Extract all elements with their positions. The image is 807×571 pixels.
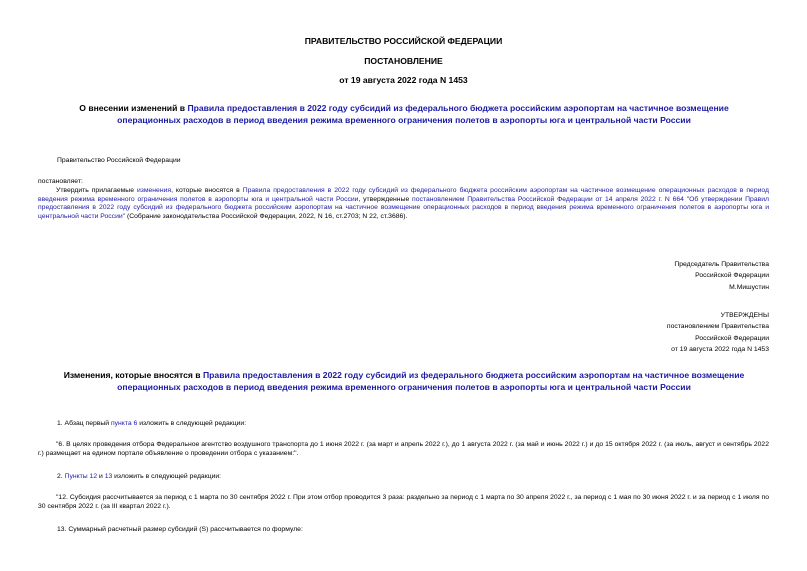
changes-rules-link[interactable]: Правила предоставления в 2022 году субсидий из федерального бюджета российским аэропортам на частичное возмещение операционных расходов в период введения режима временного ограничения полетов в аэропорты юга и центральной части России <box>117 370 745 392</box>
approved-label: УТВЕРЖДЕНЫ <box>720 312 769 319</box>
item-1-text-a: 1. Абзац первый <box>57 420 111 427</box>
rules-link-2[interactable]: Правила предоставления в 2022 году субсидий из федерального бюджета российским аэропортам на частичное возмещение операционных расходов в период введения режима временного ограничения полетов в аэропорты юга и центральной части России <box>38 187 770 203</box>
rules-link[interactable]: Правила предоставления в 2022 году субсидий из федерального бюджета российским аэропортам на частичное возмещение операционных расходов в период введения режима временного ограничения полетов в аэропорты юга и центральной части России <box>117 103 729 125</box>
decree-text-b: , которые вносятся в <box>171 187 243 194</box>
decree-text-c: , утвержденные <box>358 195 413 203</box>
header-date-number: от 19 августа 2022 года N 1453 <box>339 75 468 85</box>
government-line: Правительство Российской Федерации <box>57 157 181 164</box>
header-doc-type: ПОСТАНОВЛЕНИЕ <box>364 56 443 66</box>
resolution-664-link[interactable]: постановлением Правительства Российской Федерации от 14 апреля 2022 г. N 664 "Об утверждении Правил предоставления в 2022 году субсидий из федерального бюджета российским аэропортам на частичное возмещение операционных расходов в период введения режима временного ограничения полетов в аэропорты юга и центральной части России" <box>38 195 769 220</box>
document-title-prefix: О внесении изменений в <box>79 103 188 113</box>
decree-paragraph <box>38 187 769 221</box>
item-2-text-b: и <box>97 473 105 480</box>
item-3: 13. Суммарный расчетный размер субсидий (S) рассчитывается по формуле: <box>57 526 303 533</box>
item-2 <box>57 473 221 482</box>
decree-text-a: Утвердить прилагаемые <box>56 187 137 194</box>
signature-name: М.Мишустин <box>729 283 769 291</box>
point-6-link[interactable]: пункта 6 <box>110 420 138 427</box>
item-1-text-b: изложить в следующей редакции: <box>137 420 247 427</box>
approved-date: от 19 августа 2022 года N 1453 <box>671 346 769 354</box>
signature-country: Российской Федерации <box>695 272 769 280</box>
changes-title <box>54 370 754 393</box>
item-2-quote: "12. Субсидия рассчитывается за период с 1 марта по 30 сентября 2022 г. При этом отбор проводится 3 раза: раздельно за период с 1 марта по 30 апреля 2022 г., за период с 1 мая по 30 июня 2022 г. и за период с 1 июля по 30 сентября 2022 г. (за III квартал 2022 г.). <box>38 494 769 510</box>
changes-link[interactable]: изменения <box>136 187 172 194</box>
approved-block <box>667 310 769 356</box>
item-1 <box>57 420 246 429</box>
signature-position: Председатель Правительства <box>674 261 769 268</box>
header-government: ПРАВИТЕЛЬСТВО РОССИЙСКОЙ ФЕДЕРАЦИИ <box>304 36 503 46</box>
signature-block <box>674 259 769 293</box>
changes-title-prefix: Изменения, которые вносятся в <box>63 370 203 380</box>
item-2-text-c: изложить в следующей редакции: <box>112 473 222 480</box>
decree-text-d: (Собрание законодательства Российской Федерации, 2022, N 16, ст.2703; N 22, ст.3686). <box>125 212 408 220</box>
approved-by: постановлением Правительства <box>666 323 769 331</box>
point-13-link[interactable]: 13 <box>104 473 113 480</box>
item-2-text-a: 2. <box>57 473 65 480</box>
approved-country: Российской Федерации <box>695 334 769 342</box>
item-1-quote: "6. В целях проведения отбора Федеральное агентство воздушного транспорта до 1 июня 2022 г. (за март и апрель 2022 г.), до 1 августа 2022 г. (за май и июнь 2022 г.) и до 15 октября 2022 г. (за июль, август и сентябрь 2022 г.) размещает на едином портале объявление о проведении отбора с указанием:". <box>38 441 769 457</box>
decides-line: постановляет: <box>38 178 83 185</box>
point-12-link[interactable]: Пункты 12 <box>64 473 98 480</box>
document-title <box>64 103 744 126</box>
